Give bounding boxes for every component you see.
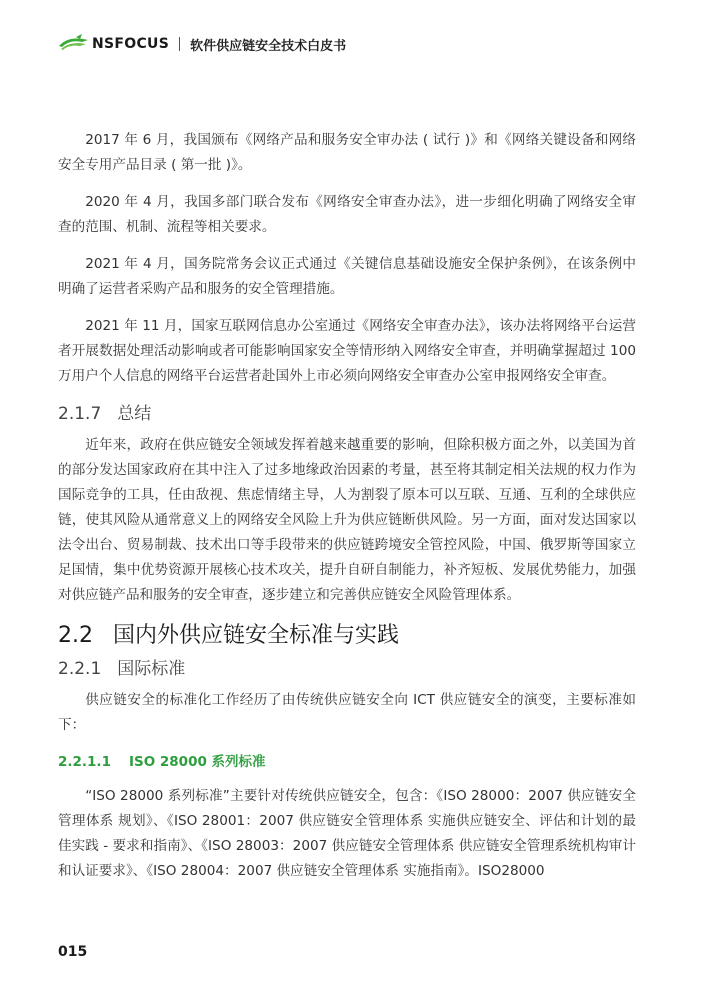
heading-2-2 <box>58 620 636 652</box>
summary-paragraph: 近年来，政府在供应链安全领域发挥着越来越重要的影响，但除积极方面之外，以美国为首的部分发达国家政府在其中注入了过多地缘政治因素的考量，甚至将其制定相关法规的权力作为国际竞争的工具，任由敌视、焦虑情绪主导，人为割裂了原本可以互联、互通、互利的全球供应链，使其风险从通常意义上的网络安全风险上升为供应链断供风险。另一方面，面对发达国家以法令出台、贸易制裁、技术出口等手段带来的供应链跨境安全管控风险，中国、俄罗斯等国家立足国情，集中优势资源开展核心技术攻关，提升自研自制能力，补齐短板、发展优势能力，加强对供应链产品和服务的安全审查，逐步建立和完善供应链安全风险管理体系。 <box>58 437 636 603</box>
heading-title: 总结 <box>117 404 152 424</box>
paragraph-2021-november: 2021 年 11 月，国家互联网信息办公室通过《网络安全审查办法》，该办法将网络平台运营者开展数据处理活动影响或者可能影响国家安全等情形纳入网络安全审查，并明确掌握超过 100 万用户个人信息的网络平台运营者赴国外上市必须向网络安全审查办公室申报网络安全审查。 <box>58 318 636 384</box>
heading-title: 国内外供应链安全标准与实践 <box>113 623 400 648</box>
heading-number: 2.2.1 <box>58 659 102 679</box>
page-body <box>58 128 636 896</box>
intl-standards-paragraph: 供应链安全的标准化工作经历了由传统供应链安全向 ICT 供应链安全的演变，主要标准如下： <box>58 692 636 733</box>
nsfocus-logo <box>58 34 169 54</box>
page-number: 015 <box>58 944 88 960</box>
paragraph-2017: 2017 年 6 月，我国颁布《网络产品和服务安全审办法 ( 试行 )》和《网络关键设备和网络安全专用产品目录 ( 第一批 )》。 <box>58 132 636 173</box>
nsfocus-swoosh-icon <box>58 34 90 54</box>
page-header <box>58 32 346 56</box>
heading-number: 2.2.1.1 <box>58 754 111 770</box>
heading-title: ISO 28000 系列标准 <box>128 754 266 770</box>
heading-number: 2.2 <box>58 623 93 648</box>
paragraph-2021-april: 2021 年 4 月，国务院常务会议正式通过《关键信息基础设施安全保护条例》，在该条例中明确了运营者采购产品和服务的安全管理措施。 <box>58 256 636 297</box>
header-divider <box>179 37 180 51</box>
heading-number: 2.1.7 <box>58 404 102 424</box>
heading-2-2-1 <box>58 656 636 682</box>
paragraph-2020: 2020 年 4 月，我国多部门联合发布《网络安全审查办法》，进一步细化明确了网络安全审查的范围、机制、流程等相关要求。 <box>58 194 636 235</box>
heading-2-1-7 <box>58 401 636 427</box>
heading-2-2-1-1 <box>58 750 636 774</box>
document-title: 软件供应链安全技术白皮书 <box>190 38 347 54</box>
logo-text: NSFOCUS <box>92 36 170 52</box>
heading-title: 国际标准 <box>117 659 186 679</box>
iso-28000-paragraph: “ISO 28000 系列标准”主要针对传统供应链安全，包含：《ISO 28000：2007 供应链安全管理体系 规划》、《ISO 28001：2007 供应链安全管理体系 实施供应链安全、评估和计划的最佳实践 - 要求和指南》、《ISO 28003：2007 供应链安全管理体系 供应链安全管理系统机构审计和认证要求》、《ISO 28004：2007 供应链安全管理体系 实施指南》。ISO28000 <box>58 788 636 879</box>
